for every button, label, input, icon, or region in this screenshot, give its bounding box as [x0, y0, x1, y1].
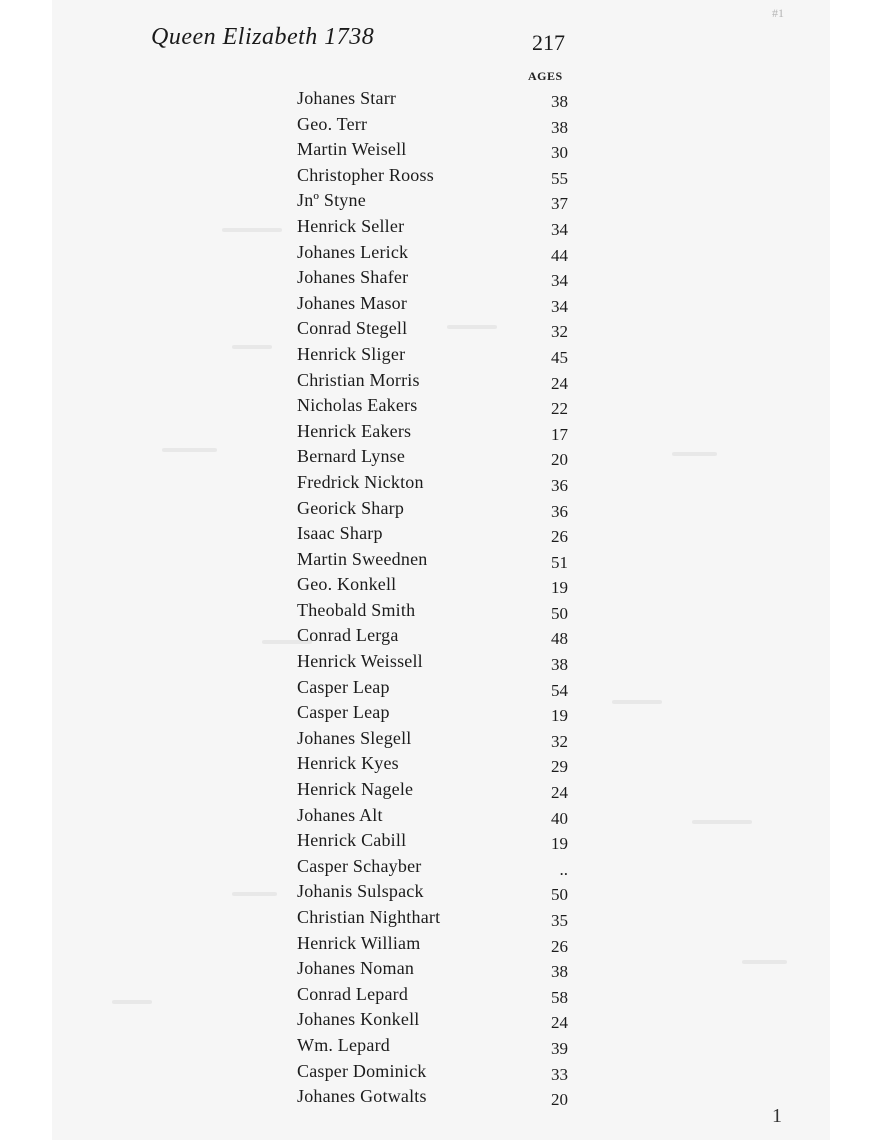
passenger-age: .. — [559, 859, 568, 879]
list-item — [297, 1059, 572, 1085]
scan-smudge — [222, 228, 282, 232]
passenger-age: 17 — [551, 424, 568, 444]
list-item — [297, 112, 572, 138]
list-item — [297, 751, 572, 777]
list-item — [297, 726, 572, 752]
passenger-age: 24 — [551, 1013, 568, 1033]
passenger-age: 54 — [551, 680, 568, 700]
list-item — [297, 700, 572, 726]
passenger-age: 29 — [551, 757, 568, 777]
scan-smudge — [162, 448, 217, 452]
passenger-name: Geo. Terr — [297, 113, 368, 134]
passenger-name: Bernard Lynse — [297, 446, 406, 467]
passenger-name: Johanes Konkell — [297, 1009, 420, 1030]
scan-smudge — [672, 452, 717, 456]
passenger-name: Casper Dominick — [297, 1060, 427, 1081]
passenger-age: 32 — [551, 731, 568, 751]
passenger-name: Johanis Sulspack — [297, 881, 424, 902]
passenger-name: Conrad Stegell — [297, 318, 408, 339]
passenger-age: 36 — [551, 475, 568, 495]
passenger-name: Fredrick Nickton — [297, 471, 424, 492]
scan-smudge — [232, 345, 272, 349]
list-item — [297, 675, 572, 701]
passenger-name: Casper Leap — [297, 702, 390, 723]
passenger-name: Theobald Smith — [297, 599, 416, 620]
footer-mark: 1 — [772, 1105, 782, 1127]
passenger-age: 38 — [551, 655, 568, 675]
passenger-name: Henrick Weissell — [297, 651, 423, 672]
passenger-name: Geo. Konkell — [297, 574, 397, 595]
passenger-name: Conrad Lerga — [297, 625, 399, 646]
passenger-age: 44 — [551, 245, 568, 265]
passenger-name: Johanes Masor — [297, 292, 408, 313]
list-item — [297, 240, 572, 266]
passenger-age: 19 — [551, 578, 568, 598]
list-item — [297, 265, 572, 291]
passenger-age: 55 — [551, 168, 568, 188]
passenger-name: Conrad Lepard — [297, 983, 409, 1004]
passenger-age: 34 — [551, 219, 568, 239]
list-item — [297, 86, 572, 112]
list-item — [297, 521, 572, 547]
passenger-name: Johanes Noman — [297, 958, 415, 979]
passenger-name: Johanes Alt — [297, 804, 383, 825]
corner-pencil-mark: #1 — [772, 6, 784, 20]
passenger-age: 26 — [551, 936, 568, 956]
page-number: 217 — [532, 30, 565, 55]
passenger-age: 30 — [551, 143, 568, 163]
list-item — [297, 649, 572, 675]
passenger-age: 20 — [551, 1090, 568, 1110]
passenger-name: Johanes Gotwalts — [297, 1086, 427, 1107]
list-item — [297, 137, 572, 163]
list-item — [297, 188, 572, 214]
passenger-name: Isaac Sharp — [297, 523, 383, 544]
passenger-name: Jnº Styne — [297, 190, 366, 211]
passenger-age: 22 — [551, 399, 568, 419]
scan-smudge — [232, 892, 277, 896]
passenger-name: Henrick Cabill — [297, 830, 407, 851]
list-item — [297, 1007, 572, 1033]
list-item — [297, 291, 572, 317]
passenger-name: Nicholas Eakers — [297, 395, 418, 416]
list-item — [297, 1033, 572, 1059]
list-item — [297, 547, 572, 573]
list-item — [297, 470, 572, 496]
passenger-name: Henrick Sliger — [297, 343, 406, 364]
passenger-age: 19 — [551, 706, 568, 726]
list-item — [297, 777, 572, 803]
passenger-name: Wm. Lepard — [297, 1034, 390, 1055]
passenger-age: 51 — [551, 552, 568, 572]
scan-smudge — [692, 820, 752, 824]
passenger-age: 50 — [551, 885, 568, 905]
list-item — [297, 316, 572, 342]
passenger-name: Henrick Seller — [297, 215, 405, 236]
list-item — [297, 598, 572, 624]
passenger-age: 38 — [551, 962, 568, 982]
list-item — [297, 905, 572, 931]
list-item — [297, 623, 572, 649]
passenger-age: 34 — [551, 271, 568, 291]
passenger-name: Henrick William — [297, 932, 421, 953]
passenger-name: Johanes Slegell — [297, 727, 412, 748]
passenger-name: Henrick Nagele — [297, 779, 414, 800]
list-item — [297, 444, 572, 470]
passenger-age: 36 — [551, 501, 568, 521]
list-item — [297, 956, 572, 982]
passenger-name: Georick Sharp — [297, 497, 405, 518]
list-item — [297, 1084, 572, 1110]
passenger-age: 38 — [551, 117, 568, 137]
passenger-age: 39 — [551, 1038, 568, 1058]
passenger-age: 50 — [551, 603, 568, 623]
list-item — [297, 163, 572, 189]
passenger-age: 34 — [551, 296, 568, 316]
passenger-name: Henrick Kyes — [297, 753, 399, 774]
passenger-name: Johanes Lerick — [297, 241, 409, 262]
passenger-age: 35 — [551, 911, 568, 930]
list-item — [297, 419, 572, 445]
list-item — [297, 572, 572, 598]
list-item — [297, 368, 572, 394]
scan-smudge — [612, 700, 662, 704]
passenger-age: 33 — [551, 1064, 568, 1084]
passenger-name: Johanes Shafer — [297, 267, 409, 288]
passenger-age: 37 — [551, 194, 568, 214]
passenger-age: 40 — [551, 808, 568, 828]
passenger-age: 45 — [551, 347, 568, 367]
passenger-age: 19 — [551, 834, 568, 854]
passenger-name: Martin Weisell — [297, 139, 407, 160]
passenger-name: Casper Schayber — [297, 855, 422, 876]
passenger-age: 38 — [551, 92, 568, 111]
list-item — [297, 393, 572, 419]
passenger-name: Christopher Rooss — [297, 164, 434, 185]
passenger-age: 58 — [551, 987, 568, 1007]
passenger-name: Christian Morris — [297, 369, 420, 390]
scan-smudge — [742, 960, 787, 964]
page-title: Queen Elizabeth 1738 — [151, 24, 375, 50]
passenger-age: 24 — [551, 373, 568, 393]
scan-smudge — [112, 1000, 152, 1004]
passenger-age: 20 — [551, 450, 568, 470]
list-item — [297, 931, 572, 957]
passenger-name: Johanes Starr — [297, 88, 397, 108]
passenger-age: 26 — [551, 527, 568, 547]
ages-column-header: AGES — [528, 69, 563, 83]
list-item — [297, 214, 572, 240]
list-item — [297, 854, 572, 880]
list-item — [297, 496, 572, 522]
list-item — [297, 803, 572, 829]
list-item — [297, 828, 572, 854]
passenger-age: 24 — [551, 783, 568, 803]
passenger-age: 32 — [551, 322, 568, 342]
list-item — [297, 879, 572, 905]
passenger-name: Casper Leap — [297, 676, 390, 697]
list-item — [297, 342, 572, 368]
passenger-name: Christian Nighthart — [297, 907, 441, 927]
passenger-age: 48 — [551, 629, 568, 649]
passenger-name: Martin Sweednen — [297, 548, 428, 569]
passenger-name: Henrick Eakers — [297, 420, 412, 441]
passenger-list — [297, 86, 572, 1110]
list-item — [297, 982, 572, 1008]
